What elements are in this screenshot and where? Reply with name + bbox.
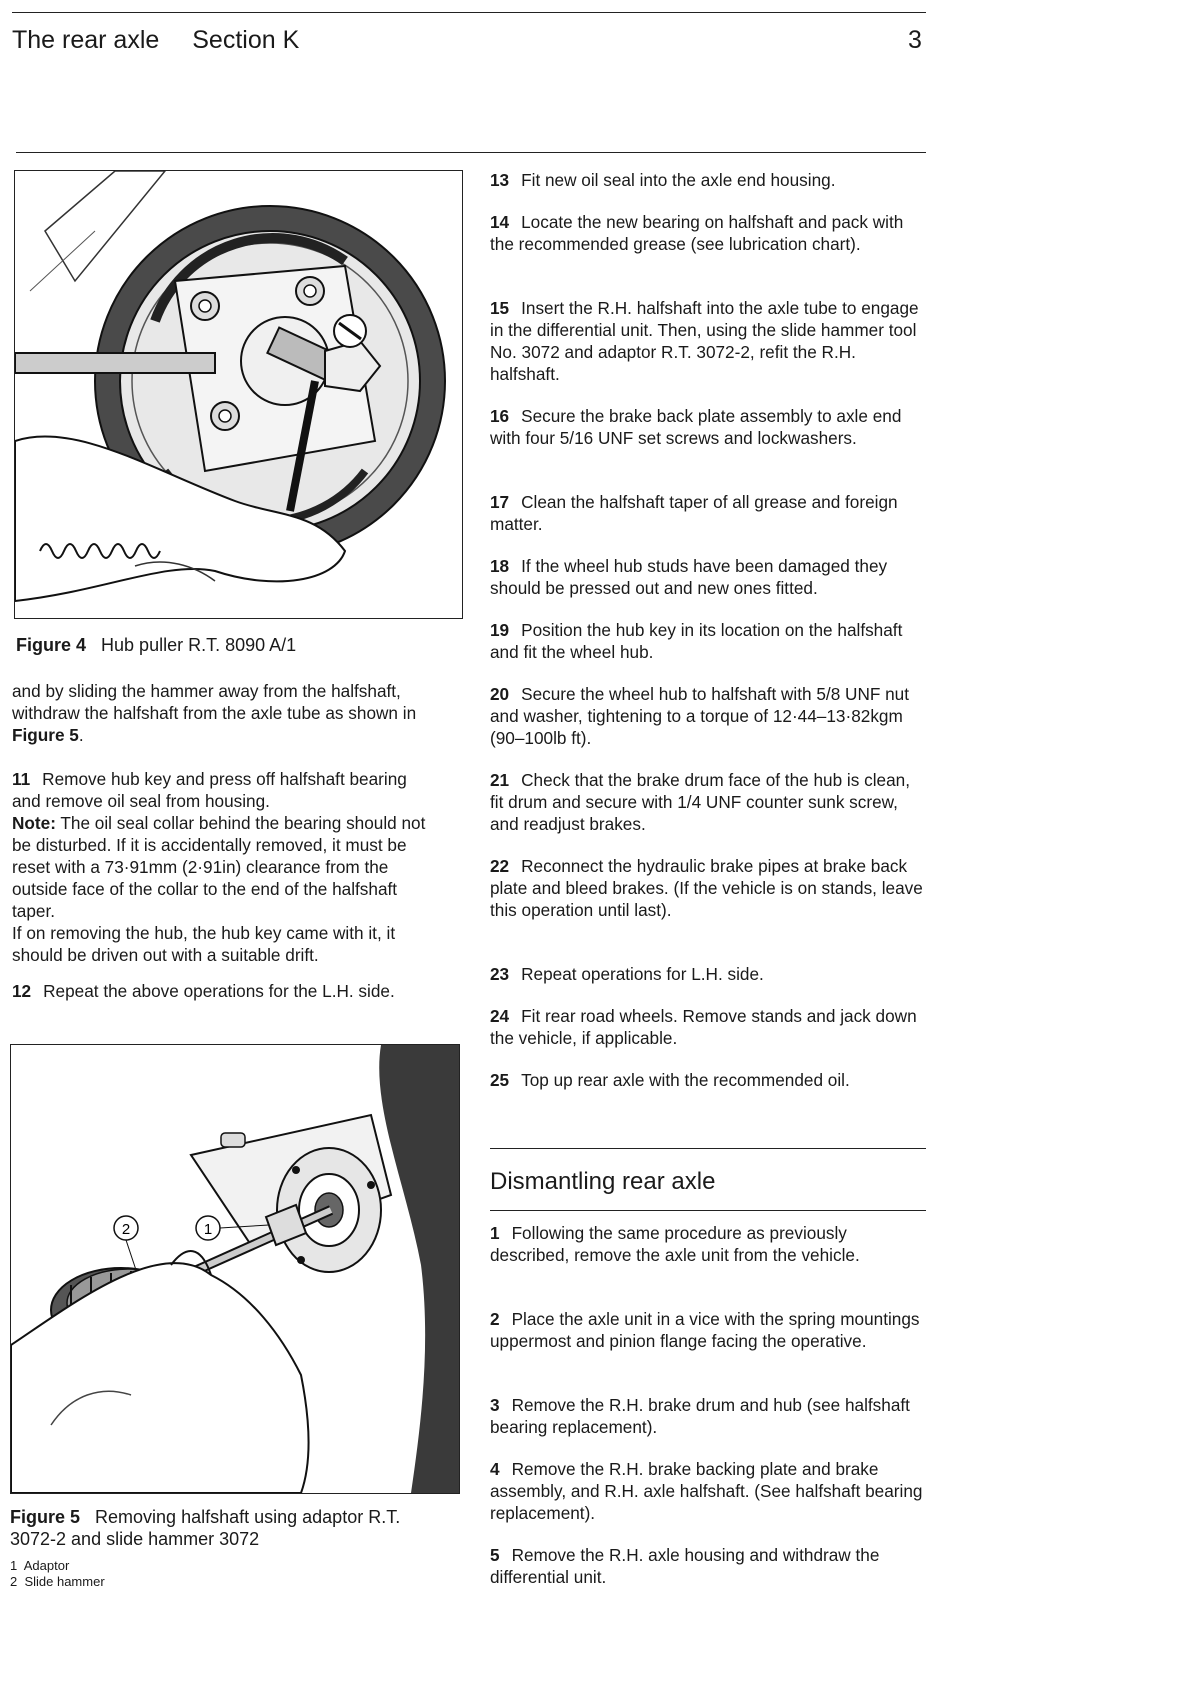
page-header — [12, 26, 325, 55]
step-15 — [490, 297, 926, 385]
continuation-end: . — [78, 725, 84, 745]
dismantling-step-1 — [490, 1222, 926, 1266]
figure-5-caption-text: Removing halfshaft using adaptor R.T. 3072-2 and slide hammer 3072 — [10, 1507, 401, 1549]
step-13 — [490, 169, 926, 191]
continuation-paragraph — [12, 680, 430, 746]
step-text: Position the hub key in its location on the halfshaft and fit the wheel hub. — [490, 620, 903, 662]
step-16 — [490, 405, 926, 449]
step-text: Secure the wheel hub to halfshaft with 5/8 UNF nut and washer, tightening to a torque of 12·44–13·82kgm (90–100lb ft). — [490, 684, 910, 748]
step-number: 2 — [490, 1309, 500, 1329]
step-text: Insert the R.H. halfshaft into the axle tube to engage in the differential unit. Then, using the slide hammer tool No. 3072 and adaptor R.T. 3072-2, refit the R.H. halfshaft. — [490, 298, 919, 384]
step-text: If the wheel hub studs have been damaged they should be pressed out and new ones fitted. — [490, 556, 888, 598]
step-number: 22 — [490, 856, 510, 876]
dismantling-step-5 — [490, 1544, 926, 1588]
step-11 — [12, 768, 430, 966]
step-number: 18 — [490, 556, 510, 576]
step-text: Fit rear road wheels. Remove stands and jack down the vehicle, if applicable. — [490, 1006, 917, 1048]
continuation-text: and by sliding the hammer away from the halfshaft, withdraw the halfshaft from the axle tube as shown in — [12, 681, 417, 723]
step-number: 4 — [490, 1459, 500, 1479]
header-bottom-rule — [16, 152, 926, 153]
figure-4-illustration — [14, 170, 463, 619]
step-text: Remove the R.H. axle housing and withdraw the differential unit. — [490, 1545, 880, 1587]
figure-5-legend — [10, 1558, 105, 1590]
section-heading: Dismantling rear axle — [490, 1168, 716, 1195]
step-text: Reconnect the hydraulic brake pipes at brake back plate and bleed brakes. (If the vehicle is on stands, leave this operation until last). — [490, 856, 923, 920]
legend-item-slide-hammer: 2 Slide hammer — [10, 1574, 105, 1589]
step-text: Remove the R.H. brake drum and hub (see halfshaft bearing replacement). — [490, 1395, 910, 1437]
figure-5-illustration — [10, 1044, 460, 1494]
figure-4-caption — [16, 634, 456, 656]
step-18 — [490, 555, 926, 599]
hub-puller-drawing — [15, 171, 462, 618]
legend-item-adaptor: 1 Adaptor — [10, 1558, 70, 1573]
figure-5-label: Figure 5 — [10, 1507, 81, 1527]
step-text: Check that the brake drum face of the hub is clean, fit drum and secure with 1/4 UNF counter sunk screw, and readjust brakes. — [490, 770, 910, 834]
step-number: 24 — [490, 1006, 510, 1026]
step-number: 15 — [490, 298, 510, 318]
section-rule-top — [490, 1148, 926, 1149]
halfshaft-removal-drawing — [11, 1045, 459, 1493]
step-23 — [490, 963, 926, 985]
step-text: Fit new oil seal into the axle end housing. — [521, 170, 836, 190]
dismantling-step-2 — [490, 1308, 926, 1352]
step-22 — [490, 855, 926, 921]
note-text: The oil seal collar behind the bearing should not be disturbed. If it is accidentally removed, it must be reset with a 73·91mm (2·91in) clearance from the outside face of the collar to the end of the halfshaft taper. — [12, 813, 426, 921]
step-text: Remove the R.H. brake backing plate and brake assembly, and R.H. axle halfshaft. (See halfshaft bearing replacement). — [490, 1459, 923, 1523]
step-number: 20 — [490, 684, 510, 704]
step-number: 1 — [490, 1223, 500, 1243]
step-text: Top up rear axle with the recommended oil. — [521, 1070, 850, 1090]
step-number: 17 — [490, 492, 510, 512]
step-12 — [12, 980, 430, 1002]
step-number: 13 — [490, 170, 510, 190]
callout-1-label: 1 — [203, 1221, 213, 1238]
step-24 — [490, 1005, 926, 1049]
figure-4-caption-text: Hub puller R.T. 8090 A/1 — [101, 635, 297, 655]
step-text: Clean the halfshaft taper of all grease and foreign matter. — [490, 492, 898, 534]
dismantling-step-3 — [490, 1394, 926, 1438]
figure-4-label: Figure 4 — [16, 635, 87, 655]
step-17 — [490, 491, 926, 535]
note-text-2: If on removing the hub, the hub key came with it, it should be driven out with a suitable drift. — [12, 923, 396, 965]
step-number: 3 — [490, 1395, 500, 1415]
step-text: Secure the brake back plate assembly to axle end with four 5/16 UNF set screws and lockwashers. — [490, 406, 902, 448]
section-label: Section K — [192, 26, 300, 54]
step-number: 16 — [490, 406, 510, 426]
step-25 — [490, 1069, 926, 1091]
step-21 — [490, 769, 926, 835]
step-number: 14 — [490, 212, 510, 232]
page-number: 3 — [908, 26, 922, 54]
step-text: Remove hub key and press off halfshaft bearing and remove oil seal from housing. — [12, 769, 407, 811]
step-number: 11 — [12, 769, 31, 789]
step-number: 5 — [490, 1545, 500, 1565]
header-top-rule — [12, 12, 926, 13]
step-number: 19 — [490, 620, 510, 640]
note-label: Note: — [12, 813, 56, 833]
step-text: Place the axle unit in a vice with the spring mountings uppermost and pinion flange facing the operative. — [490, 1309, 920, 1351]
figure-5-caption — [10, 1506, 450, 1550]
step-number: 25 — [490, 1070, 510, 1090]
figure-5-reference: Figure 5 — [12, 725, 79, 745]
step-text: Repeat the above operations for the L.H. side. — [43, 981, 395, 1001]
step-text: Locate the new bearing on halfshaft and pack with the recommended grease (see lubrication chart). — [490, 212, 904, 254]
step-20 — [490, 683, 926, 749]
step-number: 23 — [490, 964, 510, 984]
section-rule-bottom — [490, 1210, 926, 1211]
step-number: 12 — [12, 981, 32, 1001]
step-14 — [490, 211, 926, 255]
step-text: Repeat operations for L.H. side. — [521, 964, 764, 984]
step-19 — [490, 619, 926, 663]
dismantling-step-4 — [490, 1458, 926, 1524]
chapter-title: The rear axle — [12, 26, 160, 54]
callout-2-label: 2 — [121, 1221, 131, 1238]
step-number: 21 — [490, 770, 510, 790]
step-text: Following the same procedure as previously described, remove the axle unit from the vehicle. — [490, 1223, 860, 1265]
